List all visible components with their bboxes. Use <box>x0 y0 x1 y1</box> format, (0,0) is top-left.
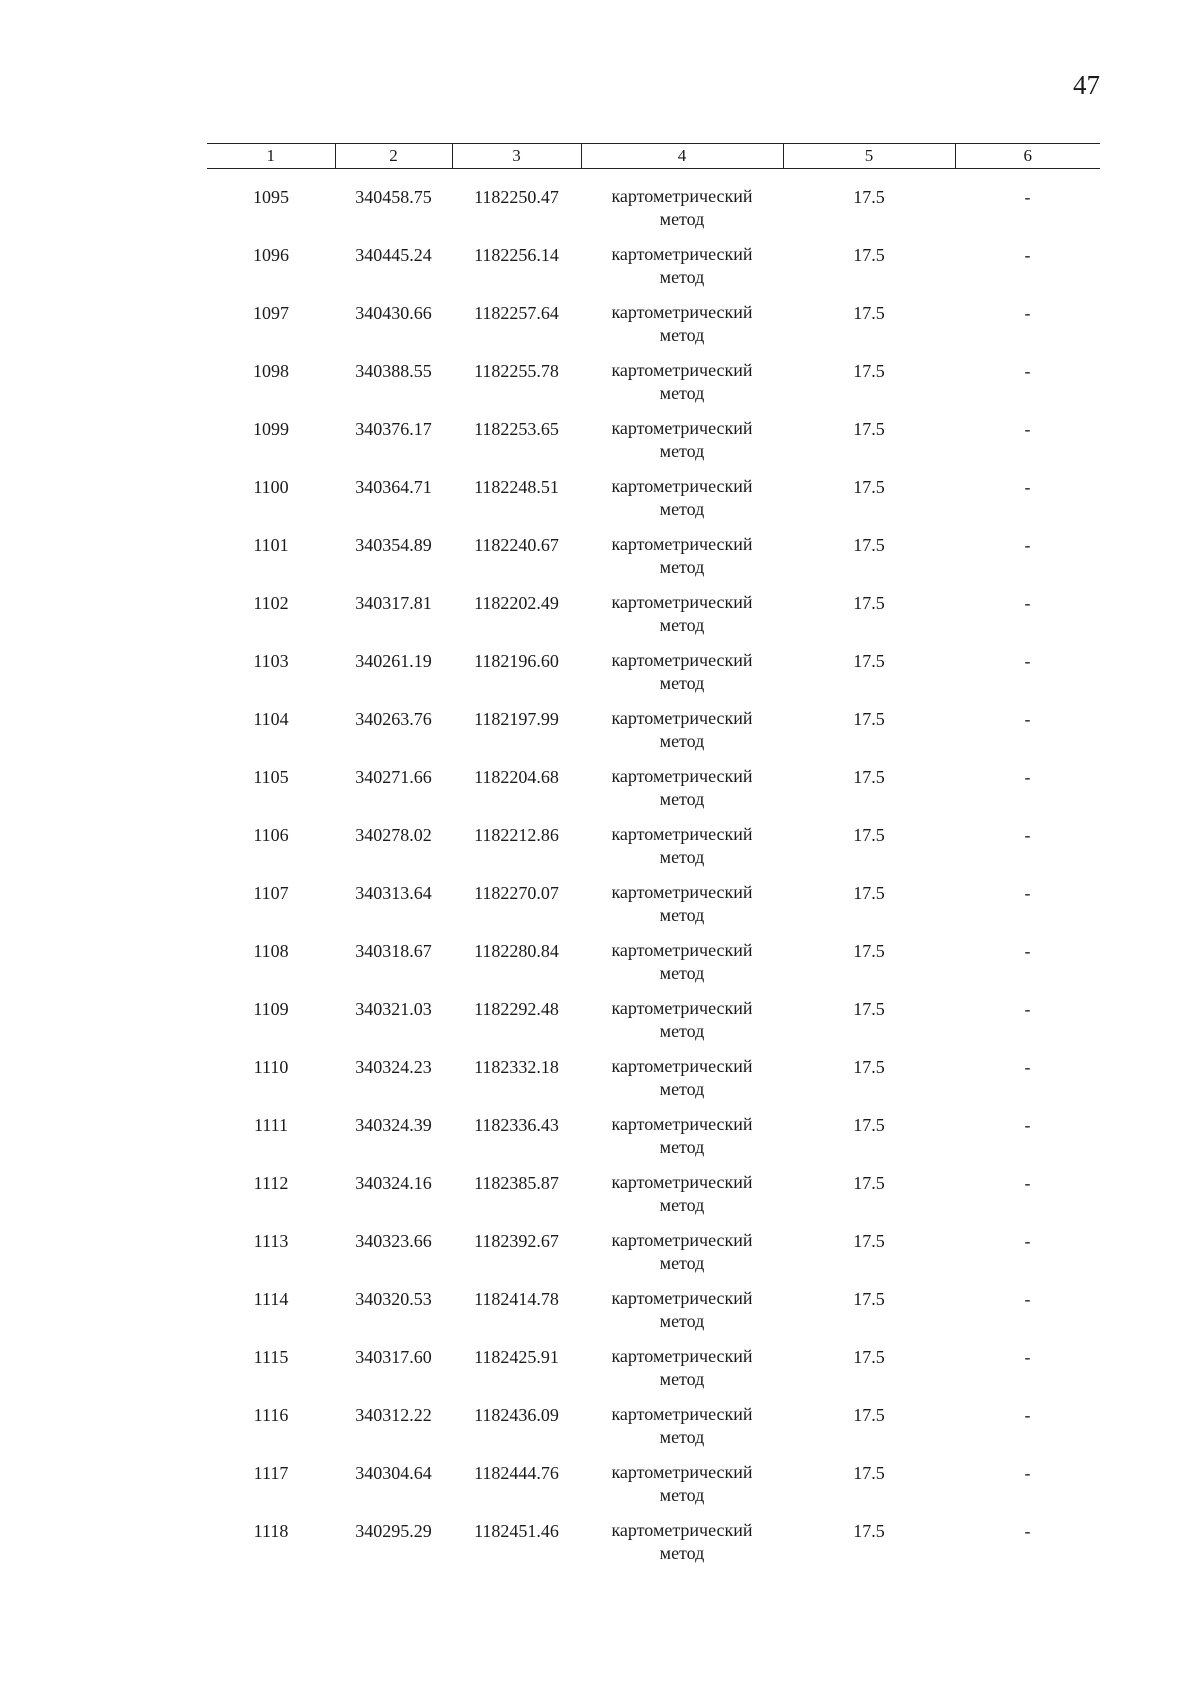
note-cell: - <box>1024 825 1031 845</box>
table-row <box>207 359 1100 417</box>
method-cell <box>581 359 783 417</box>
method-cell <box>581 649 783 707</box>
x-coordinate-cell: 340324.16 <box>355 1173 432 1193</box>
y-coordinate-cell: 1182436.09 <box>474 1405 559 1425</box>
point-number-cell: 1110 <box>253 1057 289 1077</box>
y-coordinate-cell: 1182255.78 <box>474 361 559 381</box>
table-row <box>207 997 1100 1055</box>
column-header-2: 2 <box>335 144 452 169</box>
method-cell <box>581 243 783 301</box>
table-row <box>207 1519 1100 1577</box>
x-coordinate-cell: 340261.19 <box>355 651 432 671</box>
table-row <box>207 533 1100 591</box>
note-cell: - <box>1024 1173 1031 1193</box>
method-text: картометрический метод <box>611 998 753 1041</box>
precision-cell: 17.5 <box>853 419 885 439</box>
y-coordinate-cell: 1182248.51 <box>474 477 559 497</box>
method-text: картометрический метод <box>611 592 753 635</box>
table-row <box>207 765 1100 823</box>
method-text: картометрический метод <box>611 1172 753 1215</box>
y-coordinate-cell: 1182392.67 <box>474 1231 559 1251</box>
method-cell <box>581 939 783 997</box>
table-row <box>207 475 1100 533</box>
column-header-5: 5 <box>783 144 955 169</box>
x-coordinate-cell: 340320.53 <box>355 1289 432 1309</box>
note-cell: - <box>1024 1289 1031 1309</box>
method-cell <box>581 707 783 765</box>
note-cell: - <box>1024 535 1031 555</box>
x-coordinate-cell: 340295.29 <box>355 1521 432 1541</box>
precision-cell: 17.5 <box>853 477 885 497</box>
point-number-cell: 1106 <box>253 825 289 845</box>
method-cell <box>581 591 783 649</box>
method-cell <box>581 1113 783 1171</box>
method-cell <box>581 765 783 823</box>
method-text: картометрический метод <box>611 186 753 229</box>
point-number-cell: 1099 <box>253 419 289 439</box>
method-cell <box>581 417 783 475</box>
method-text: картометрический метод <box>611 650 753 693</box>
point-number-cell: 1095 <box>253 187 289 207</box>
method-text: картометрический метод <box>611 1462 753 1505</box>
precision-cell: 17.5 <box>853 1405 885 1425</box>
point-number-cell: 1111 <box>254 1115 288 1135</box>
point-number-cell: 1104 <box>253 709 289 729</box>
y-coordinate-cell: 1182202.49 <box>474 593 559 613</box>
method-text: картометрический метод <box>611 940 753 983</box>
point-number-cell: 1101 <box>253 535 289 555</box>
y-coordinate-cell: 1182204.68 <box>474 767 559 787</box>
x-coordinate-cell: 340317.60 <box>355 1347 432 1367</box>
precision-cell: 17.5 <box>853 1231 885 1251</box>
precision-cell: 17.5 <box>853 651 885 671</box>
y-coordinate-cell: 1182414.78 <box>474 1289 559 1309</box>
note-cell: - <box>1024 883 1031 903</box>
precision-cell: 17.5 <box>853 1173 885 1193</box>
method-cell <box>581 1055 783 1113</box>
point-number-cell: 1100 <box>253 477 289 497</box>
y-coordinate-cell: 1182280.84 <box>474 941 559 961</box>
x-coordinate-cell: 340458.75 <box>355 187 432 207</box>
x-coordinate-cell: 340324.39 <box>355 1115 432 1135</box>
method-cell <box>581 1461 783 1519</box>
method-cell <box>581 1287 783 1345</box>
table-row <box>207 1229 1100 1287</box>
note-cell: - <box>1024 999 1031 1019</box>
precision-cell: 17.5 <box>853 767 885 787</box>
table-row <box>207 707 1100 765</box>
precision-cell: 17.5 <box>853 361 885 381</box>
x-coordinate-cell: 340263.76 <box>355 709 432 729</box>
precision-cell: 17.5 <box>853 883 885 903</box>
header-row <box>207 144 1100 169</box>
method-cell <box>581 1403 783 1461</box>
precision-cell: 17.5 <box>853 999 885 1019</box>
y-coordinate-cell: 1182451.46 <box>474 1521 559 1541</box>
note-cell: - <box>1024 1231 1031 1251</box>
point-number-cell: 1116 <box>253 1405 289 1425</box>
method-text: картометрический метод <box>611 476 753 519</box>
table-body <box>207 169 1100 1578</box>
method-text: картометрический метод <box>611 534 753 577</box>
method-text: картометрический метод <box>611 708 753 751</box>
y-coordinate-cell: 1182336.43 <box>474 1115 559 1135</box>
note-cell: - <box>1024 303 1031 323</box>
method-cell <box>581 169 783 244</box>
method-text: картометрический метод <box>611 1346 753 1389</box>
point-number-cell: 1118 <box>253 1521 289 1541</box>
y-coordinate-cell: 1182292.48 <box>474 999 559 1019</box>
point-number-cell: 1102 <box>253 593 289 613</box>
method-cell <box>581 1345 783 1403</box>
point-number-cell: 1105 <box>253 767 289 787</box>
method-cell <box>581 475 783 533</box>
column-header-3: 3 <box>452 144 581 169</box>
table-row <box>207 1171 1100 1229</box>
table-row <box>207 417 1100 475</box>
y-coordinate-cell: 1182196.60 <box>474 651 559 671</box>
table-row <box>207 823 1100 881</box>
precision-cell: 17.5 <box>853 1289 885 1309</box>
method-text: картометрический метод <box>611 418 753 461</box>
note-cell: - <box>1024 651 1031 671</box>
note-cell: - <box>1024 593 1031 613</box>
x-coordinate-cell: 340312.22 <box>355 1405 432 1425</box>
note-cell: - <box>1024 245 1031 265</box>
precision-cell: 17.5 <box>853 245 885 265</box>
method-cell <box>581 823 783 881</box>
note-cell: - <box>1024 419 1031 439</box>
x-coordinate-cell: 340430.66 <box>355 303 432 323</box>
table-row <box>207 1113 1100 1171</box>
y-coordinate-cell: 1182197.99 <box>474 709 559 729</box>
table-row <box>207 1345 1100 1403</box>
table-row <box>207 243 1100 301</box>
coordinates-table <box>207 143 1100 1577</box>
precision-cell: 17.5 <box>853 535 885 555</box>
y-coordinate-cell: 1182257.64 <box>474 303 559 323</box>
precision-cell: 17.5 <box>853 825 885 845</box>
method-cell <box>581 533 783 591</box>
y-coordinate-cell: 1182212.86 <box>474 825 559 845</box>
x-coordinate-cell: 340304.64 <box>355 1463 432 1483</box>
x-coordinate-cell: 340318.67 <box>355 941 432 961</box>
point-number-cell: 1115 <box>253 1347 289 1367</box>
method-text: картометрический метод <box>611 360 753 403</box>
precision-cell: 17.5 <box>853 709 885 729</box>
x-coordinate-cell: 340278.02 <box>355 825 432 845</box>
column-header-6: 6 <box>955 144 1100 169</box>
point-number-cell: 1103 <box>253 651 289 671</box>
method-text: картометрический метод <box>611 824 753 867</box>
table-header <box>207 144 1100 169</box>
precision-cell: 17.5 <box>853 1057 885 1077</box>
point-number-cell: 1107 <box>253 883 289 903</box>
method-cell <box>581 1229 783 1287</box>
method-cell <box>581 997 783 1055</box>
x-coordinate-cell: 340271.66 <box>355 767 432 787</box>
y-coordinate-cell: 1182332.18 <box>474 1057 559 1077</box>
page-number: 47 <box>1073 70 1100 100</box>
note-cell: - <box>1024 187 1031 207</box>
method-text: картометрический метод <box>611 1404 753 1447</box>
table-row <box>207 301 1100 359</box>
table-row <box>207 881 1100 939</box>
y-coordinate-cell: 1182256.14 <box>474 245 559 265</box>
precision-cell: 17.5 <box>853 303 885 323</box>
method-text: картометрический метод <box>611 1288 753 1331</box>
y-coordinate-cell: 1182253.65 <box>474 419 559 439</box>
table-row <box>207 169 1100 244</box>
method-text: картометрический метод <box>611 1114 753 1157</box>
method-cell <box>581 1171 783 1229</box>
column-header-1: 1 <box>207 144 335 169</box>
method-cell <box>581 301 783 359</box>
table-row <box>207 649 1100 707</box>
precision-cell: 17.5 <box>853 1463 885 1483</box>
method-cell <box>581 1519 783 1577</box>
point-number-cell: 1114 <box>253 1289 289 1309</box>
table-row <box>207 1287 1100 1345</box>
method-text: картометрический метод <box>611 766 753 809</box>
point-number-cell: 1096 <box>253 245 289 265</box>
note-cell: - <box>1024 1463 1031 1483</box>
table-row <box>207 939 1100 997</box>
method-cell <box>581 881 783 939</box>
table-row <box>207 1461 1100 1519</box>
precision-cell: 17.5 <box>853 941 885 961</box>
note-cell: - <box>1024 709 1031 729</box>
x-coordinate-cell: 340317.81 <box>355 593 432 613</box>
y-coordinate-cell: 1182240.67 <box>474 535 559 555</box>
method-text: картометрический метод <box>611 1056 753 1099</box>
x-coordinate-cell: 340323.66 <box>355 1231 432 1251</box>
x-coordinate-cell: 340376.17 <box>355 419 432 439</box>
y-coordinate-cell: 1182444.76 <box>474 1463 559 1483</box>
y-coordinate-cell: 1182425.91 <box>474 1347 559 1367</box>
point-number-cell: 1098 <box>253 361 289 381</box>
point-number-cell: 1113 <box>253 1231 289 1251</box>
precision-cell: 17.5 <box>853 1521 885 1541</box>
y-coordinate-cell: 1182270.07 <box>474 883 559 903</box>
x-coordinate-cell: 340388.55 <box>355 361 432 381</box>
precision-cell: 17.5 <box>853 1347 885 1367</box>
note-cell: - <box>1024 767 1031 787</box>
note-cell: - <box>1024 1521 1031 1541</box>
note-cell: - <box>1024 1115 1031 1135</box>
method-text: картометрический метод <box>611 882 753 925</box>
y-coordinate-cell: 1182250.47 <box>474 187 559 207</box>
note-cell: - <box>1024 1347 1031 1367</box>
x-coordinate-cell: 340313.64 <box>355 883 432 903</box>
x-coordinate-cell: 340324.23 <box>355 1057 432 1077</box>
method-text: картометрический метод <box>611 302 753 345</box>
x-coordinate-cell: 340364.71 <box>355 477 432 497</box>
point-number-cell: 1117 <box>253 1463 289 1483</box>
point-number-cell: 1112 <box>253 1173 289 1193</box>
note-cell: - <box>1024 941 1031 961</box>
table-row <box>207 591 1100 649</box>
method-text: картометрический метод <box>611 1520 753 1563</box>
precision-cell: 17.5 <box>853 187 885 207</box>
precision-cell: 17.5 <box>853 593 885 613</box>
point-number-cell: 1108 <box>253 941 289 961</box>
table-row <box>207 1403 1100 1461</box>
note-cell: - <box>1024 477 1031 497</box>
table-row <box>207 1055 1100 1113</box>
note-cell: - <box>1024 1405 1031 1425</box>
method-text: картометрический метод <box>611 1230 753 1273</box>
column-header-4: 4 <box>581 144 783 169</box>
precision-cell: 17.5 <box>853 1115 885 1135</box>
point-number-cell: 1097 <box>253 303 289 323</box>
y-coordinate-cell: 1182385.87 <box>474 1173 559 1193</box>
note-cell: - <box>1024 1057 1031 1077</box>
point-number-cell: 1109 <box>253 999 289 1019</box>
note-cell: - <box>1024 361 1031 381</box>
x-coordinate-cell: 340354.89 <box>355 535 432 555</box>
x-coordinate-cell: 340445.24 <box>355 245 432 265</box>
x-coordinate-cell: 340321.03 <box>355 999 432 1019</box>
method-text: картометрический метод <box>611 244 753 287</box>
